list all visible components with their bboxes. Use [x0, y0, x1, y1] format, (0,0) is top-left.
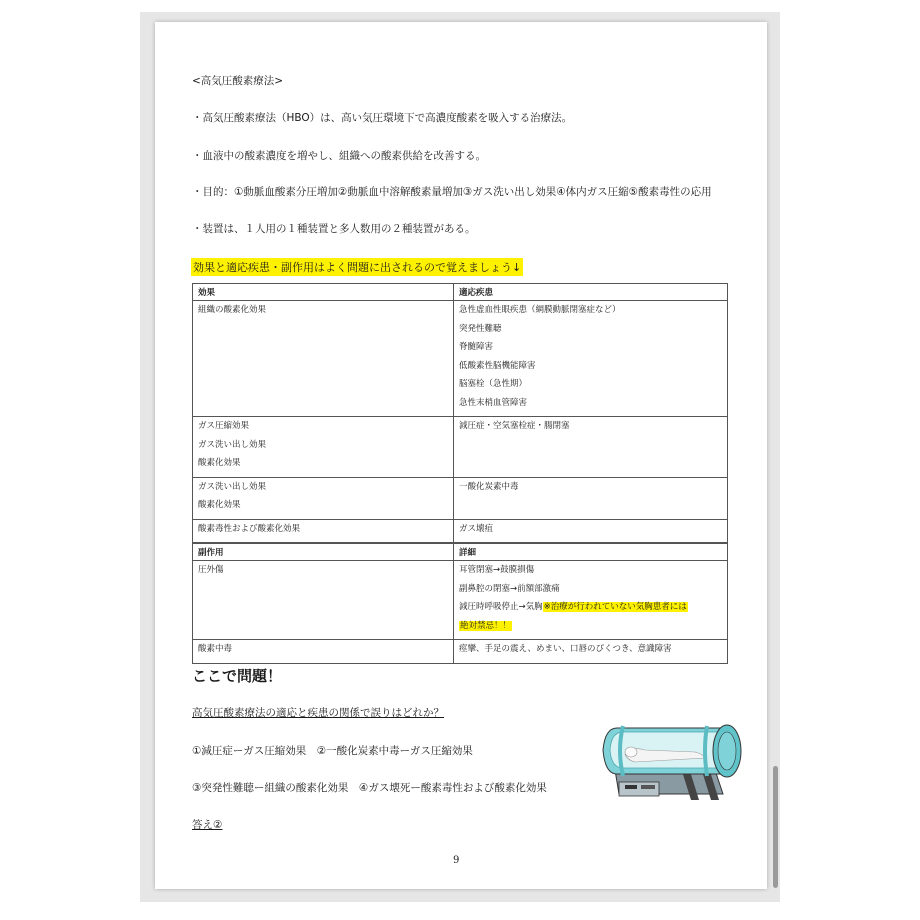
- table-cell-disease: ガス壊疽: [454, 519, 728, 543]
- table-row: [193, 519, 728, 543]
- question-title: ここで問題！: [192, 667, 283, 685]
- contraindication-highlight: ※治療が行われていない気胸患者には: [543, 602, 687, 612]
- details-prefix: 減圧時呼吸停止→気胸: [459, 602, 543, 612]
- page-number: 9: [453, 855, 460, 866]
- table-cell-details: 痙攣、手足の震え、めまい、口唇のぴくつき、意識障害: [454, 640, 728, 664]
- answer: 答え②: [192, 819, 223, 831]
- table-cell-disease: 急性虚血性眼疾患（網膜動脈閉塞症など） 突発性難聴 脊髄障害 低酸素性脳機能障害 脳塞栓（急性期） 急性末梢血管障害: [454, 301, 728, 417]
- table-cell-side-effect: 圧外傷: [193, 561, 454, 640]
- vertical-scrollbar[interactable]: [773, 766, 778, 888]
- bullet-hbo-definition: ・高気圧酸素療法（HBO）は、高い気圧環境下で高濃度酸素を吸入する治療法。: [192, 112, 573, 124]
- table-row: [193, 561, 728, 640]
- table-row: [193, 640, 728, 664]
- table-row: [193, 417, 728, 478]
- question-options-1: ①減圧症ーガス圧縮効果 ②一酸化炭素中毒ーガス圧縮効果: [192, 745, 473, 757]
- table-header-disease: 適応疾患: [454, 284, 728, 301]
- section-title: <高気圧酸素療法>: [192, 75, 284, 87]
- table-cell-details: 耳管閉塞→鼓膜損傷 副鼻腔の閉塞→前額部激痛 減圧時呼吸停止→気胸※治療が行われていない気胸患者には 絶対禁忌！！: [454, 561, 728, 640]
- absolute-contraindication: 絶対禁忌！！: [460, 620, 512, 631]
- hyperbaric-chamber-illustration: [595, 708, 745, 803]
- table-row: [193, 301, 728, 417]
- table-cell-disease: 一酸化炭素中毒: [454, 477, 728, 519]
- table-header-details: 詳細: [454, 544, 728, 561]
- bullet-purpose: ・目的：①動脈血酸素分圧増加②動脈血中溶解酸素量増加③ガス洗い出し効果④体内ガス圧縮⑤酸素毒性の応用: [192, 186, 712, 198]
- table-header-row: [193, 544, 728, 561]
- table-row: [193, 477, 728, 519]
- question-text: 高気圧酸素療法の適応と疾患の関係で誤りはどれか？: [192, 707, 444, 719]
- question-options-2: ③突発性難聴ー組織の酸素化効果 ④ガス壊死ー酸素毒性および酸素化効果: [192, 782, 547, 794]
- table-header-effect: 効果: [193, 284, 454, 301]
- table-cell-effect: 酸素毒性および酸素化効果: [193, 519, 454, 543]
- table-header-row: [193, 284, 728, 301]
- highlight-heading: 効果と適応疾患・副作用はよく問題に出されるので覚えましょう↓: [191, 258, 523, 276]
- table-cell-effect: ガス圧縮効果 ガス洗い出し効果 酸素化効果: [193, 417, 454, 478]
- side-effects-table: [192, 543, 728, 664]
- table-cell-effect: 組織の酸素化効果: [193, 301, 454, 417]
- bullet-equipment: ・装置は、１人用の１種装置と多人数用の２種装置がある。: [192, 223, 476, 235]
- table-cell-disease: 減圧症・空気塞栓症・腸閉塞: [454, 417, 728, 478]
- document-page: [155, 22, 767, 889]
- table-cell-effect: ガス洗い出し効果 酸素化効果: [193, 477, 454, 519]
- effects-table: [192, 283, 728, 543]
- table-cell-side-effect: 酸素中毒: [193, 640, 454, 664]
- table-header-side-effect: 副作用: [193, 544, 454, 561]
- bullet-oxygen-supply: ・血液中の酸素濃度を増やし、組織への酸素供給を改善する。: [192, 150, 486, 162]
